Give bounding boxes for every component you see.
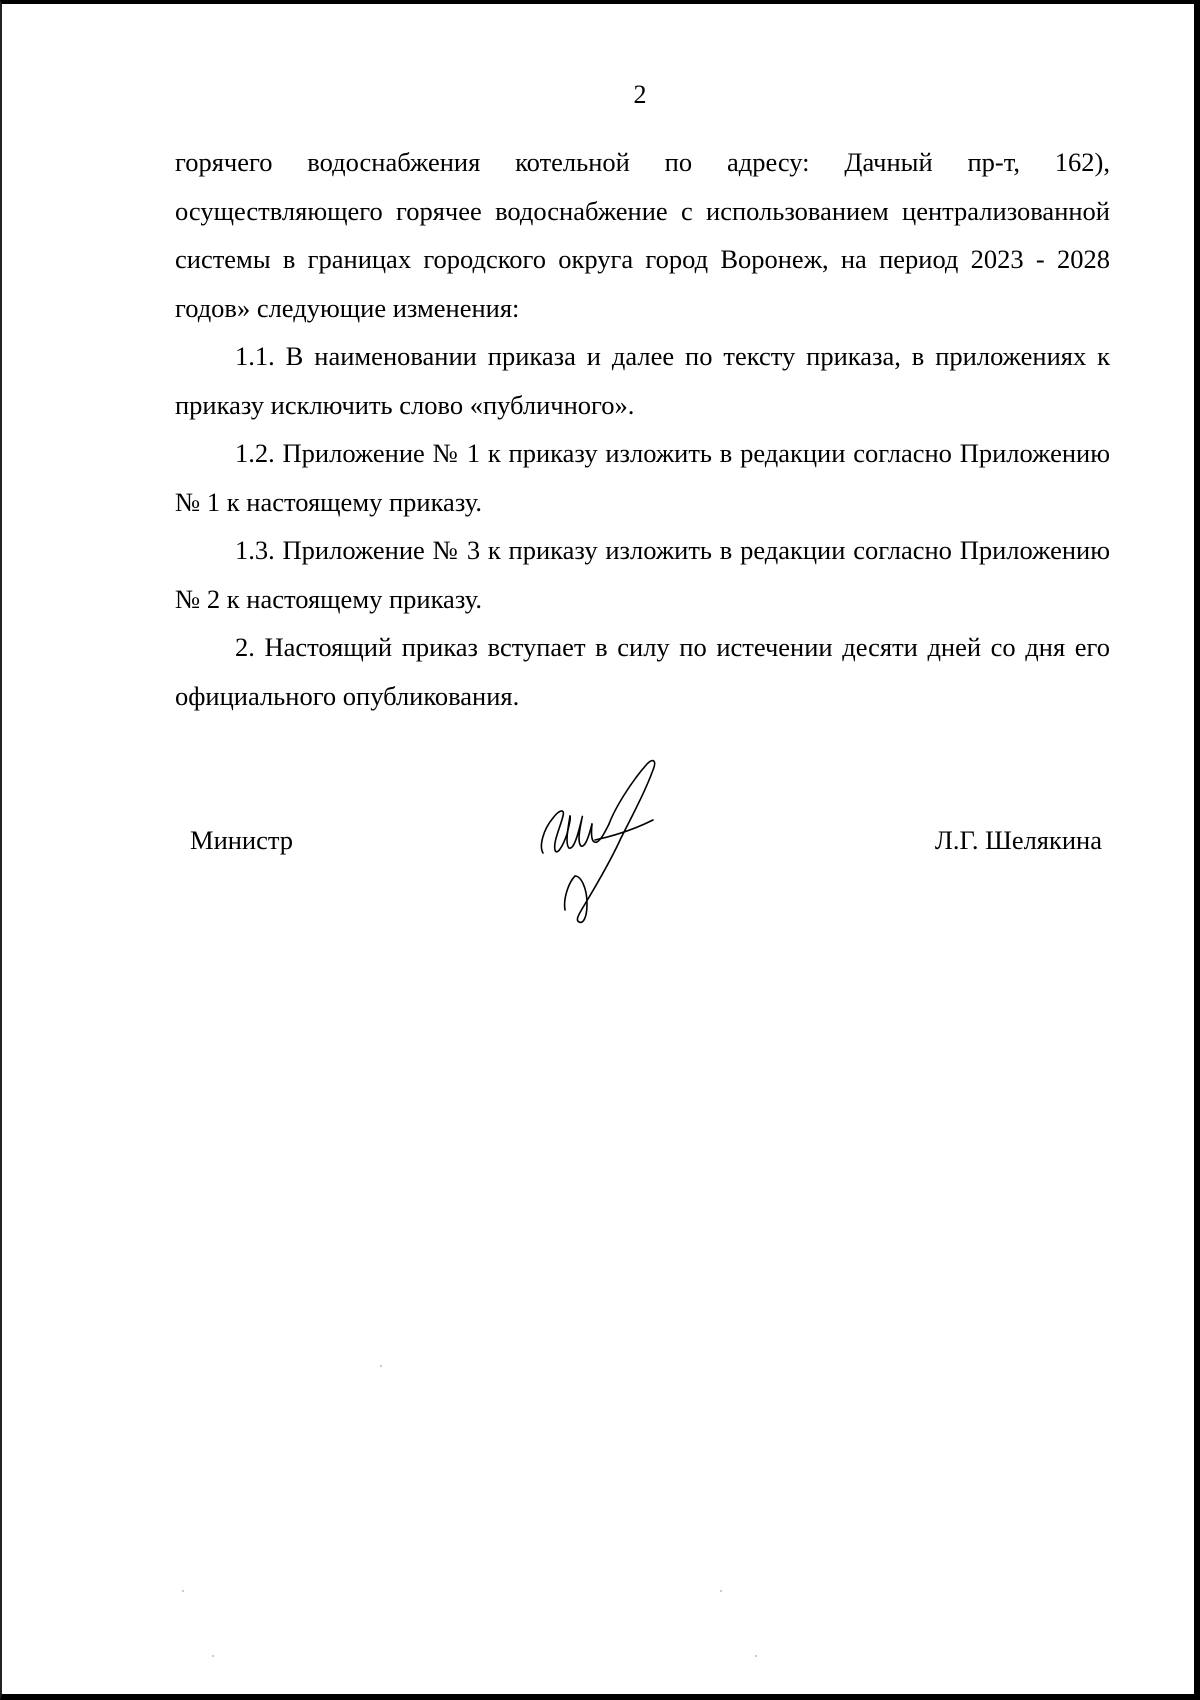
scan-speck <box>380 1365 382 1367</box>
scan-speck <box>212 1655 214 1657</box>
paragraph-item-1-1: 1.1. В наименовании приказа и далее по тексту приказа, в приложениях к приказу исключить слово «публичного». <box>175 341 1110 420</box>
paragraph-item-1-3: 1.3. Приложение № 3 к приказу изложить в редакции согласно Приложению № 2 к настоящему приказу. <box>175 535 1110 614</box>
page-number: 2 <box>633 80 647 109</box>
scan-speck <box>182 1590 184 1592</box>
scan-speck <box>755 1655 757 1657</box>
scan-speck <box>720 1590 722 1592</box>
paragraph-continuation: горячего водоснабжения котельной по адресу: Дачный пр-т, 162), осуществляющего горячее водоснабжение с использованием централизованной системы в границах городского округа город Воронеж, на период 2023 - 2028 годов» следующие изменения: <box>175 147 1110 323</box>
signatory-title: Министр <box>190 825 294 855</box>
signatory-name: Л.Г. Шелякина <box>934 825 1102 855</box>
paragraph-item-1-2: 1.2. Приложение № 1 к приказу изложить в редакции согласно Приложению № 1 к настоящему приказу. <box>175 438 1110 517</box>
document-body <box>175 138 1110 720</box>
handwritten-signature <box>535 758 685 928</box>
paragraph-item-2: 2. Настоящий приказ вступает в силу по истечении десяти дней со дня его официального опубликования. <box>175 632 1110 711</box>
